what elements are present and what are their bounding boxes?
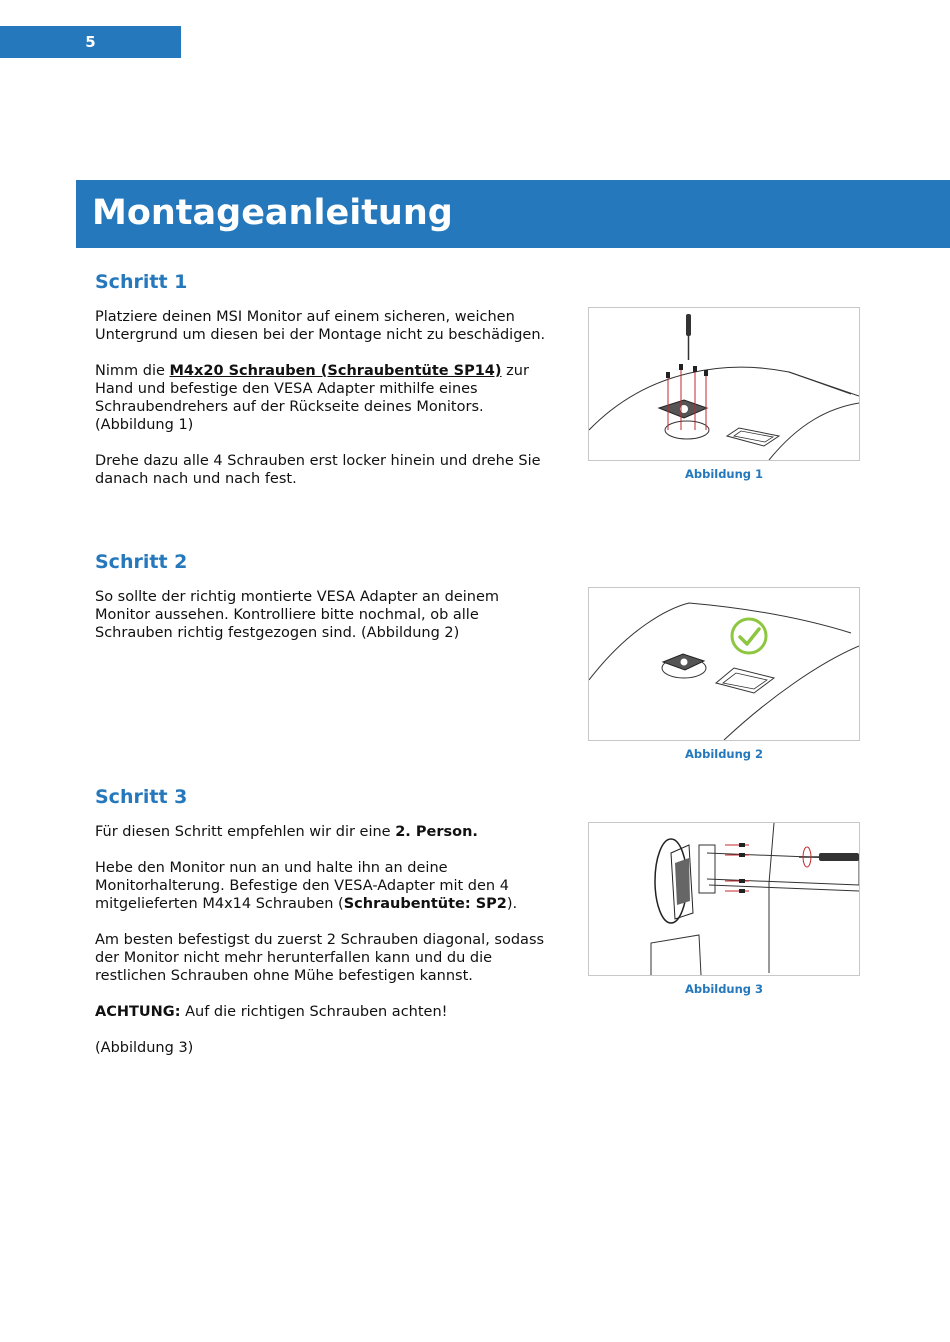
second-person-note: 2. Person. xyxy=(395,824,478,840)
step-1-text xyxy=(95,308,555,506)
step-3-title: Schritt 3 xyxy=(95,786,188,808)
figure-1-illustration xyxy=(589,308,859,460)
step-3-paragraph-5: (Abbildung 3) xyxy=(95,1040,194,1056)
step-1-paragraph-2 xyxy=(95,362,555,434)
step-1-p2-post: zur Hand und befestige den VESA Adapter mithilfe eines Schraubendrehers auf der Rückseite deines Monitors. (Abbildung 1) xyxy=(95,363,529,433)
figure-3 xyxy=(588,822,860,976)
step-3-paragraph-4 xyxy=(95,1003,555,1021)
figure-1-caption: Abbildung 1 xyxy=(684,467,764,481)
step-2-paragraph-1: So sollte der richtig montierte VESA Adapter an deinem Monitor aussehen. Kontrolliere bitte nochmal, ob alle Schrauben richtig festgezogen sind. (Abbildung 2) xyxy=(95,589,500,641)
step-1-paragraph-3: Drehe dazu alle 4 Schrauben erst locker hinein und drehe Sie danach nach und nach fest. xyxy=(95,453,541,487)
screw-bag-sp2: Schraubentüte: SP2 xyxy=(343,896,507,912)
page-number: 5 xyxy=(0,26,181,58)
screw-bag-sp14: M4x20 Schrauben (Schraubentüte SP14) xyxy=(169,363,502,379)
step-3-text xyxy=(95,823,555,1075)
step-3-p2-post: ). xyxy=(506,896,518,912)
figure-2-caption: Abbildung 2 xyxy=(684,747,764,761)
warning-text: Auf die richtigen Schrauben achten! xyxy=(180,1004,448,1020)
figure-2 xyxy=(588,587,860,741)
step-3-paragraph-2 xyxy=(95,859,555,913)
step-3-paragraph-3: Am besten befestigst du zuerst 2 Schrauben diagonal, sodass der Monitor nicht mehr herunterfallen kann und du die restlichen Schrauben ohne Mühe befestigen kannst. xyxy=(95,932,545,984)
figure-3-illustration xyxy=(589,823,859,975)
step-1-paragraph-1: Platziere deinen MSI Monitor auf einem sicheren, weichen Untergrund um diesen bei der Montage nicht zu beschädigen. xyxy=(95,309,546,343)
step-3-paragraph-1 xyxy=(95,823,555,841)
figure-3-caption: Abbildung 3 xyxy=(684,982,764,996)
step-2-title: Schritt 2 xyxy=(95,551,188,573)
warning-label: ACHTUNG: xyxy=(95,1004,181,1020)
step-3-p2-pre: Hebe den Monitor nun an und halte ihn an deine Monitorhalterung. Befestige den VESA-Adapter mit den 4 mitgelieferten M4x14 Schrauben ( xyxy=(95,860,509,912)
step-1-p2-pre: Nimm die xyxy=(95,363,170,379)
figure-2-illustration xyxy=(589,588,859,740)
page-title: Montageanleitung xyxy=(92,193,453,233)
figure-1 xyxy=(588,307,860,461)
step-3-p1-pre: Für diesen Schritt empfehlen wir dir eine xyxy=(95,824,396,840)
step-2-text xyxy=(95,588,555,660)
title-banner xyxy=(76,180,950,248)
step-1-title: Schritt 1 xyxy=(95,271,188,293)
